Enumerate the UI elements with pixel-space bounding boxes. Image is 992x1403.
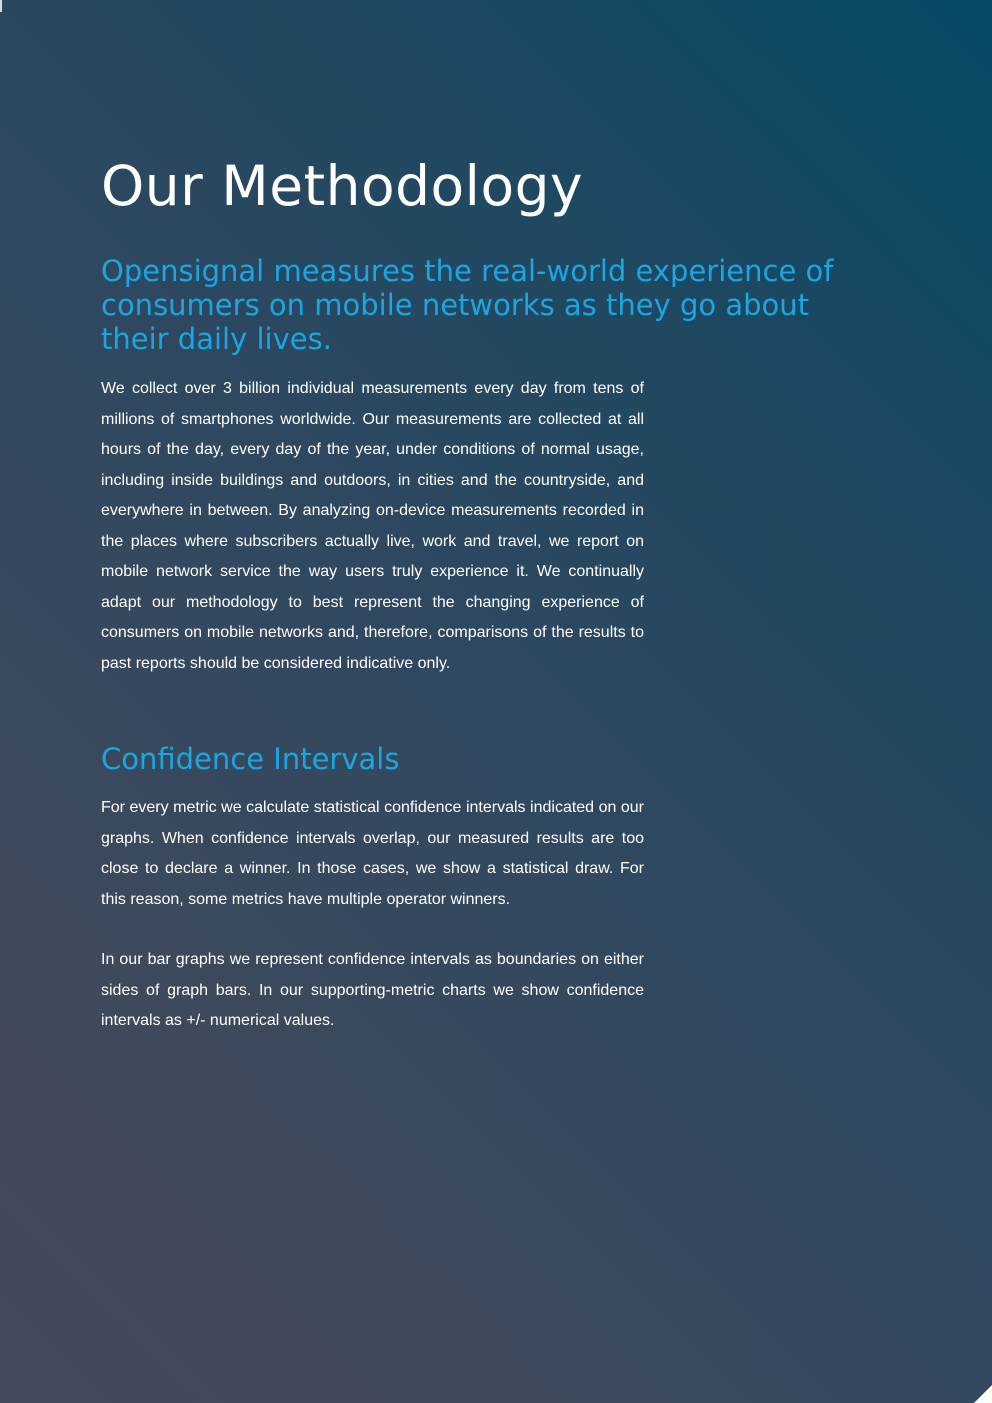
page-corner-fold [974,1385,992,1403]
corner-mark [0,0,2,12]
intro-paragraph: We collect over 3 billion individual measurements every day from tens of millions of smartphones worldwide. Our measurements are collected at all hours of the day, every day of the year, under conditions of normal usage, including inside buildings and outdoors, in cities and the countryside, and everywhere in between. By analyzing on-device measurements recorded in the places where subscribers actually live, work and travel, we report on mobile network service the way users truly experience it. We continually adapt our methodology to best represent the changing experience of consumers on mobile networks and, therefore, comparisons of the results to past reports should be considered indicative only. [101,380,644,672]
page-subtitle: Opensignal measures the real-world experience of consumers on mobile networks as they go about their daily lives. [101,254,834,356]
confidence-intervals-heading: Confidence Intervals [101,742,400,776]
confidence-paragraph-1: For every metric we calculate statistical confidence intervals indicated on our graphs. When confidence intervals overlap, our measured results are too close to declare a winner. In those cases, we show a statistical draw. For this reason, some metrics have multiple operator winners. [101,799,644,908]
confidence-paragraph-2: In our bar graphs we represent confidence intervals as boundaries on either sides of graph bars. In our supporting-metric charts we show confidence intervals as +/- numerical values. [101,951,644,1029]
page-title: Our Methodology [101,154,584,218]
